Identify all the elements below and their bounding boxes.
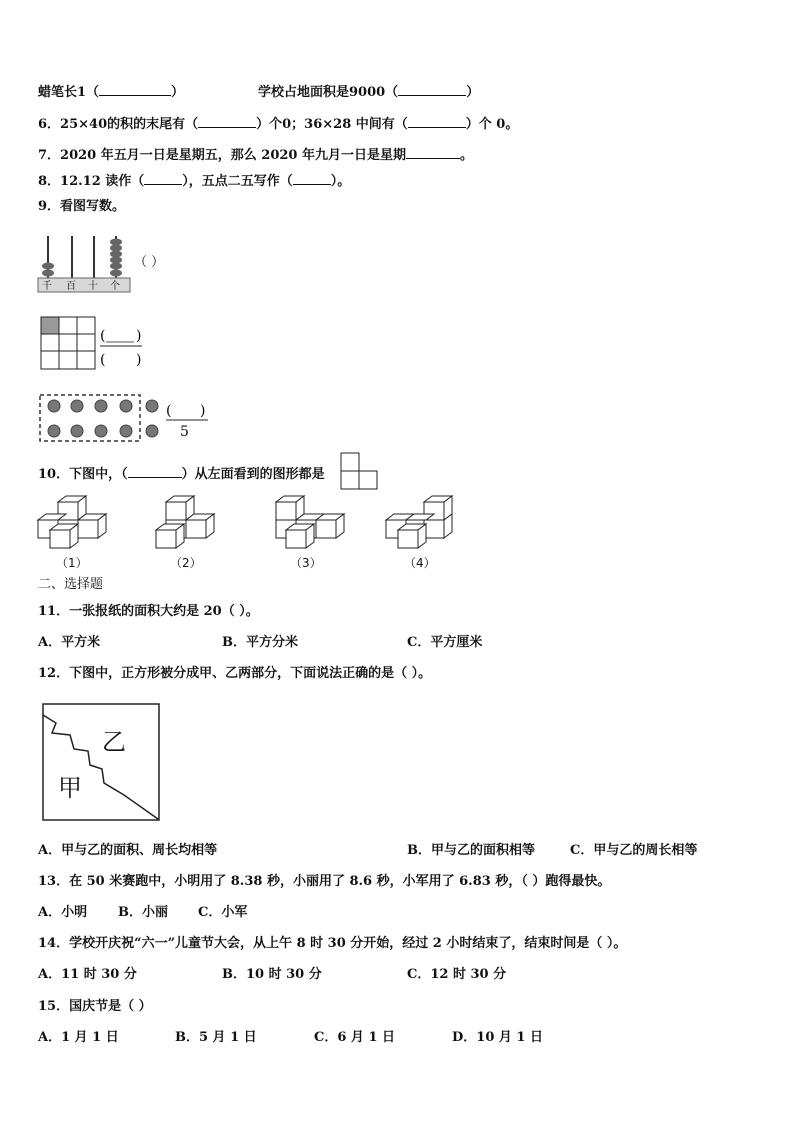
q14-option-b[interactable]: B．10 时 30 分 xyxy=(222,967,322,982)
q5-line-right: 学校占地面积是9000（ ） xyxy=(258,82,479,102)
answer-blank[interactable] xyxy=(408,114,466,128)
q5-line: 蜡笔长1（ ） xyxy=(38,82,184,102)
abacus-answer-blank[interactable]: （ ） xyxy=(134,255,165,270)
q14-option-a[interactable]: A．11 时 30 分 xyxy=(38,967,137,982)
answer-blank[interactable] xyxy=(99,82,171,96)
svg-text:(: ( xyxy=(166,403,172,419)
grid-fraction-figure xyxy=(40,316,150,372)
question-15: 15．国庆节是（ ） xyxy=(38,999,152,1014)
cube-figure-2 xyxy=(152,494,232,550)
answer-blank[interactable] xyxy=(144,171,182,185)
abacus-bead xyxy=(42,263,54,270)
q11-option-c[interactable]: C．平方厘米 xyxy=(407,635,483,650)
answer-blank[interactable] xyxy=(293,171,331,185)
q13-option-c[interactable]: C．小军 xyxy=(198,905,248,920)
question-6: 6．25×40的积的末尾有（ ）个0；36×28 中间有（ ）个 0。 xyxy=(38,114,518,134)
q12-option-a[interactable]: A．甲与乙的面积、周长均相等 xyxy=(38,843,218,858)
cube-figure-3 xyxy=(272,494,352,550)
label-yi: 乙 xyxy=(102,728,126,756)
q12-option-c[interactable]: C．甲与乙的周长相等 xyxy=(570,843,698,858)
abacus-label-hundred: 百 xyxy=(66,281,76,292)
dots-fraction-figure xyxy=(38,393,218,445)
q15-option-c[interactable]: C．6 月 1 日 xyxy=(314,1030,396,1045)
answer-blank[interactable] xyxy=(198,114,256,128)
question-12: 12．下图中，正方形被分成甲、乙两部分，下面说法正确的是（ ）。 xyxy=(38,666,432,681)
abacus-bead xyxy=(110,257,122,264)
fraction-denominator: 5 xyxy=(180,424,189,440)
q13-option-b[interactable]: B．小丽 xyxy=(118,905,168,920)
question-13: 13．在 50 米赛跑中，小明用了 8.38 秒，小丽用了 8.6 秒，小军用了 6.83 秒，（ ）跑得最快。 xyxy=(38,874,611,889)
question-14: 14．学校开庆祝“六一”儿童节大会，从上午 8 时 30 分开始，经过 2 小时结束了，结束时间是（ ）。 xyxy=(38,936,627,951)
cube-figure-1 xyxy=(36,494,116,550)
q12-option-b[interactable]: B．甲与乙的面积相等 xyxy=(407,843,535,858)
q14-option-c[interactable]: C．12 时 30 分 xyxy=(407,967,507,982)
abacus-bead xyxy=(110,239,122,246)
q15-option-b[interactable]: B．5 月 1 日 xyxy=(175,1030,257,1045)
label-jia: 甲 xyxy=(58,774,82,802)
abacus-bead xyxy=(42,270,54,277)
abacus-bead xyxy=(110,251,122,258)
question-9-title: 9．看图写数。 xyxy=(38,199,126,214)
abacus-bead xyxy=(110,263,122,270)
answer-blank[interactable] xyxy=(406,145,460,159)
answer-blank[interactable] xyxy=(128,464,182,478)
abacus-label-one: 个 xyxy=(110,281,120,292)
abacus-bead xyxy=(110,245,122,252)
shaded-cell xyxy=(41,317,59,334)
svg-text:): ) xyxy=(136,328,142,344)
answer-blank[interactable] xyxy=(398,82,466,96)
question-7: 7．2020 年五月一日是星期五，那么 2020 年九月一日是星期 。 xyxy=(38,145,473,165)
cube-figure-4 xyxy=(384,494,464,550)
section-title: 二、选择题 xyxy=(38,577,104,592)
left-view-shape xyxy=(340,452,380,490)
q15-option-a[interactable]: A．1 月 1 日 xyxy=(38,1030,119,1045)
svg-text:): ) xyxy=(136,352,142,368)
q13-option-a[interactable]: A．小明 xyxy=(38,905,88,920)
question-10: 10．下图中，（ ）从左面看到的图形都是 xyxy=(38,464,376,484)
abacus-bead xyxy=(110,270,122,277)
svg-text:(: ( xyxy=(100,328,106,344)
q11-option-a[interactable]: A．平方米 xyxy=(38,635,101,650)
caption-figure-4: （4） xyxy=(404,556,436,570)
q11-option-b[interactable]: B．平方分米 xyxy=(222,635,298,650)
q15-option-d[interactable]: D．10 月 1 日 xyxy=(452,1030,543,1045)
caption-figure-2: （2） xyxy=(170,556,202,570)
question-8: 8．12.12 读作（ ），五点二五写作（ ）。 xyxy=(38,171,350,191)
caption-figure-3: （3） xyxy=(290,556,322,570)
caption-figure-1: （1） xyxy=(56,556,88,570)
square-partition-figure xyxy=(42,703,160,821)
svg-text:): ) xyxy=(200,403,206,419)
question-11: 11．一张报纸的面积大约是 20（ ）。 xyxy=(38,604,259,619)
abacus-label-ten: 十 xyxy=(88,281,98,292)
abacus-label-thousand: 千 xyxy=(42,281,52,292)
svg-text:(: ( xyxy=(100,352,106,368)
